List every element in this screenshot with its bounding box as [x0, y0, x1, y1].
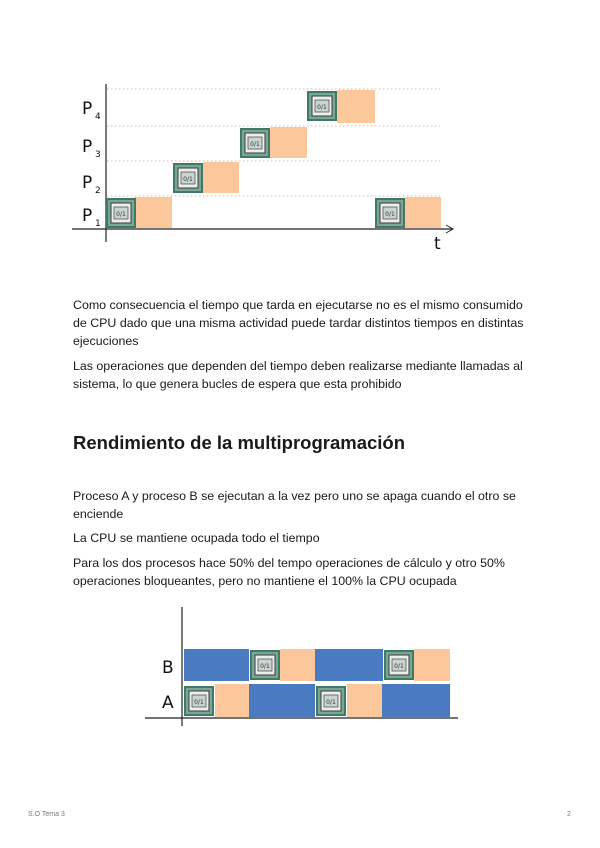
- cpu-chip-icon: [250, 650, 280, 680]
- page-number: 2: [567, 811, 571, 818]
- svg-text:P: P: [82, 99, 93, 119]
- footer-left: S.O Tema 3: [28, 811, 65, 818]
- paragraph-system-calls: Las operaciones que dependen del tiempo deben realizarse mediante llamadas al sistema, lo que genera bucles de espera que esta prohibido: [73, 359, 523, 391]
- cpu-chip-icon: [316, 686, 346, 716]
- row-label-b: B: [162, 658, 174, 678]
- cpu-chip-icon: [184, 686, 214, 716]
- paragraph-process-ab: Proceso A y proceso B se ejecutan a la vez pero uno se apaga cuando el otro se enciende: [73, 489, 516, 521]
- row-label-a: A: [162, 693, 174, 713]
- svg-text:3: 3: [95, 150, 101, 160]
- paragraph-cpu-busy: La CPU se mantiene ocupada todo el tiempo: [73, 531, 320, 545]
- svg-text:P: P: [82, 206, 93, 226]
- svg-text:P: P: [82, 173, 93, 193]
- time-axis-label: t: [434, 234, 441, 254]
- svg-text:4: 4: [95, 112, 101, 122]
- section-heading: Rendimiento de la multiprogramación: [73, 432, 406, 453]
- paragraph-time-consumption: Como consecuencia el tiempo que tarda en ejecutarse no es el mismo consumido de CPU dado que una misma actividad puede tardar distintos tiempos en distintas ejecuciones: [73, 298, 524, 348]
- svg-text:P: P: [82, 137, 93, 157]
- process-timeline-diagram: 0/1 P 1 P 2 P 3 P 4 t: [0, 0, 600, 848]
- svg-text:2: 2: [95, 186, 101, 196]
- paragraph-percentages: Para los dos procesos hace 50% del tempo operaciones de cálculo y otro 50% operaciones bloqueantes, pero no mantiene el 100% la CPU ocupada: [73, 556, 505, 588]
- cpu-chip-icon: [384, 650, 414, 680]
- svg-text:1: 1: [95, 219, 101, 229]
